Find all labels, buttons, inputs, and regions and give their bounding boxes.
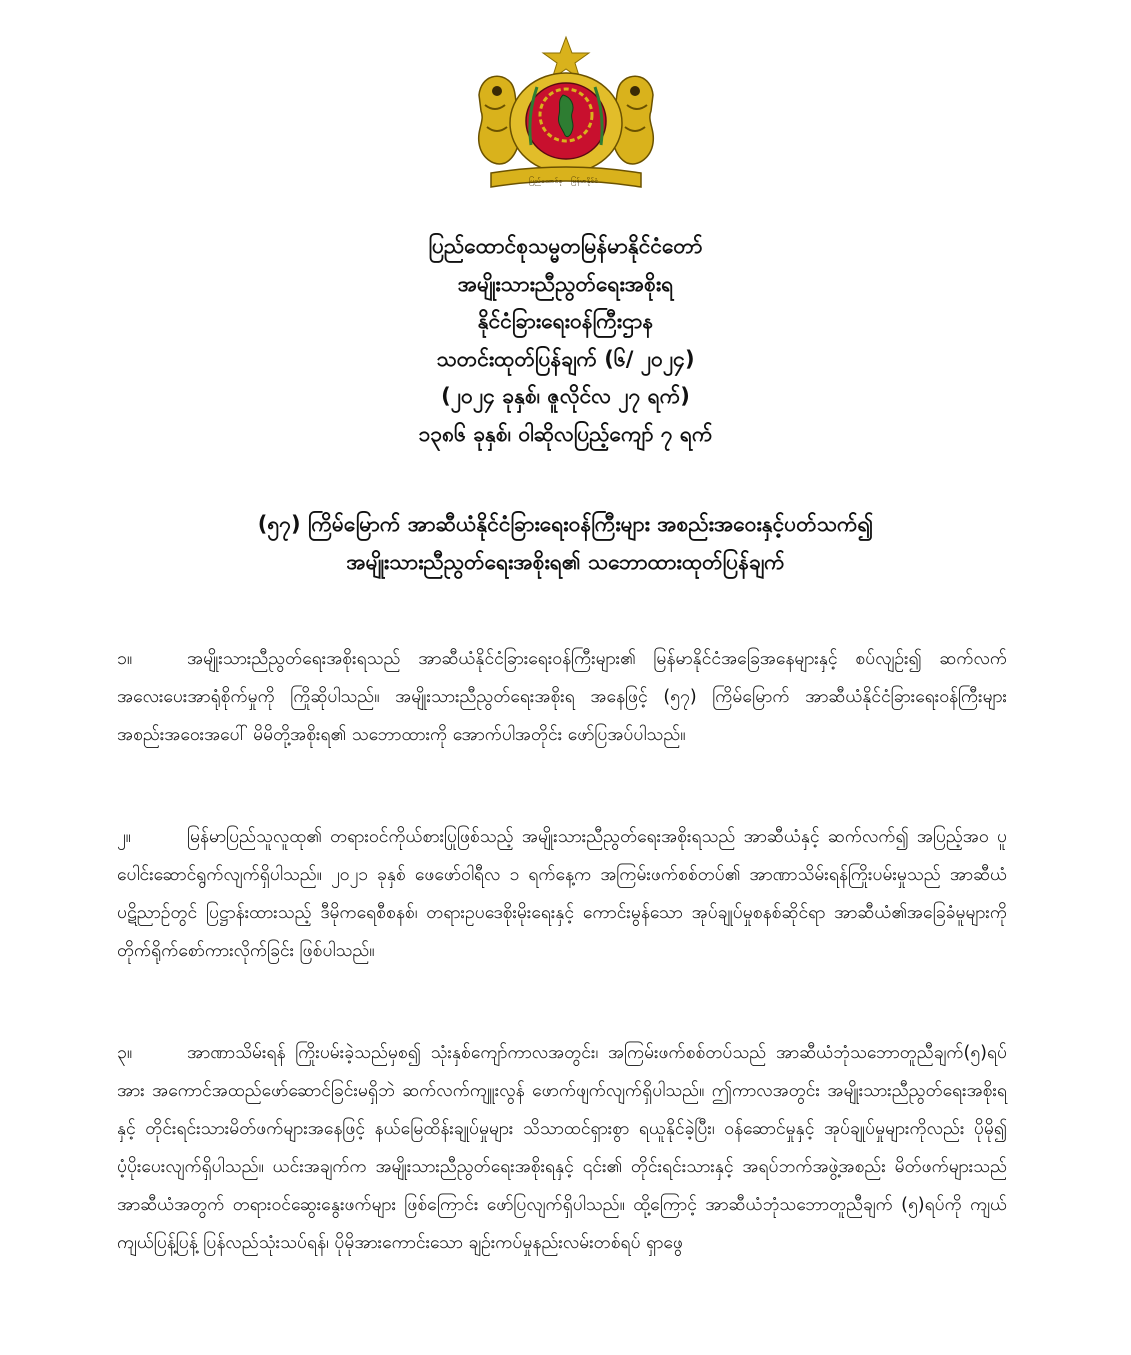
statement-title (0, 505, 1131, 581)
header-myanmar-date: ၁၃၈၆ ခုနှစ်၊ ဝါဆိုလပြည့်ကျော် ၇ ရက် (418, 421, 713, 446)
seal-scroll-left: ပြည်ထောင်စု (529, 177, 563, 185)
paragraph-3 (117, 1034, 1007, 1262)
letterhead (0, 228, 1131, 453)
paragraph-number: ၃။ (117, 1043, 133, 1063)
seal-scroll-right: မြန်မာနိုင်ငံ (571, 177, 599, 185)
paragraph-text: မြန်မာပြည်သူလူထု၏ တရားဝင်ကိုယ်စားပြုဖြစ်သည့် အမျိုးသားညီညွတ်ရေးအစိုးရသည် အာဆီယံနှင့် ဆက်လက်၍ အပြည့်အဝ ပူပေါင်းဆောင်ရွက်လျက်ရှိပါသည်။ ၂၀၂၁ ခုနှစ် ဖေဖော်ဝါရီလ ၁ ရက်နေ့က အကြမ်းဖက်စစ်တပ်၏ အာဏာသိမ်းရန်ကြိုးပမ်းမှုသည် အာဆီယံပဋိညာဉ်တွင် ပြဋ္ဌာန်းထားသည့် ဒီမိုကရေစီစနစ်၊ တရားဥပဒေစိုးမိုးရေးနှင့် ကောင်းမွန်သော အုပ်ချုပ်မှုစနစ်ဆိုင်ရာ အာဆီယံ၏အခြေခံမူများကို တိုက်ရိုက်စော်ကားလိုက်ခြင်း ဖြစ်ပါသည်။ (117, 827, 1007, 961)
state-seal-icon (471, 35, 661, 195)
header-ministry: နိုင်ငံခြားရေးဝန်ကြီးဌာန (477, 309, 654, 333)
title-line-2: အမျိုးသားညီညွတ်ရေးအစိုးရ၏ သဘောထားထုတ်ပြန်ချက် (346, 550, 785, 574)
paragraph-number: ၂။ (117, 827, 131, 847)
header-gregorian-date: (၂၀၂၄ ခုနှစ်၊ ဇူလိုင်လ ၂၇ ရက်) (441, 384, 690, 408)
paragraph-text: အမျိုးသားညီညွတ်ရေးအစိုးရသည် အာဆီယံနိုင်ငံခြားရေးဝန်ကြီးများ၏ မြန်မာနိုင်ငံအခြေအနေများနှင့် စပ်လျဉ်း၍ ဆက်လက်အလေးပေးအာရုံစိုက်မှုကို ကြိုဆိုပါသည်။ အမျိုးသားညီညွတ်ရေးအစိုးရ အနေဖြင့် (၅၇) ကြိမ်မြောက် အာဆီယံနိုင်ငံခြားရေးဝန်ကြီးများအစည်းအဝေးအပေါ် မိမိတို့အစိုးရ၏ သဘောထားကို အောက်ပါအတိုင်း ဖော်ပြအပ်ပါသည်။ (117, 649, 1007, 745)
header-government: အမျိုးသားညီညွတ်ရေးအစိုးရ (457, 271, 674, 296)
header-state-name: ပြည်ထောင်စုသမ္မတမြန်မာနိုင်ငံတော် (428, 234, 703, 258)
paragraph-2 (117, 818, 1007, 970)
paragraph-text: အာဏာသိမ်းရန် ကြိုးပမ်းခဲ့သည်မှစ၍ သုံးနှစ်ကျော်ကာလအတွင်း၊ အကြမ်းဖက်စစ်တပ်သည် အာဆီယံဘုံသဘောတူညီချက်(၅)ရပ်အား အကောင်အထည်ဖော်ဆောင်ခြင်းမရှိဘဲ ဆက်လက်ကျူးလွန် ဖောက်ဖျက်လျက်ရှိပါသည်။ ဤကာလအတွင်း အမျိုးသားညီညွတ်ရေးအစိုးရနှင့် တိုင်းရင်းသားမိတ်ဖက်များအနေဖြင့် နယ်မြေထိန်းချုပ်မှုများ သိသာထင်ရှားစွာ ရယူနိုင်ခဲ့ပြီး၊ ဝန်ဆောင်မှုနှင့် အုပ်ချုပ်မှုများကိုလည်း ပိုမို၍ ပံ့ပိုးပေးလျက်ရှိပါသည်။ ယင်းအချက်က အမျိုးသားညီညွတ်ရေးအစိုးရနှင့် ၎င်း၏ တိုင်းရင်းသားနှင့် အရပ်ဘက်အဖွဲ့အစည်း မိတ်ဖက်များသည် အာဆီယံအတွက် တရားဝင်ဆွေးနွေးဖက်များ ဖြစ်ကြောင်း ဖော်ပြလျက်ရှိပါသည်။ ထို့ကြောင့် အာဆီယံဘုံသဘောတူညီချက် (၅)ရပ်ကို ကျယ်ကျယ်ပြန့်ပြန့် ပြန်လည်သုံးသပ်ရန်၊ ပိုမိုအားကောင်းသော ချဉ်းကပ်မှုနည်းလမ်းတစ်ရပ် ရှာဖွေ (117, 1043, 1007, 1253)
title-line-1: (၅၇) ကြိမ်မြောက် အာဆီယံနိုင်ငံခြားရေးဝန်ကြီးများ အစည်းအဝေးနှင့်ပတ်သက်၍ (257, 512, 874, 536)
paragraph-number: ၁။ (117, 649, 133, 669)
header-release-number: သတင်းထုတ်ပြန်ချက် (၆/ ၂၀၂၄) (436, 346, 695, 371)
paragraph-1 (117, 640, 1007, 754)
